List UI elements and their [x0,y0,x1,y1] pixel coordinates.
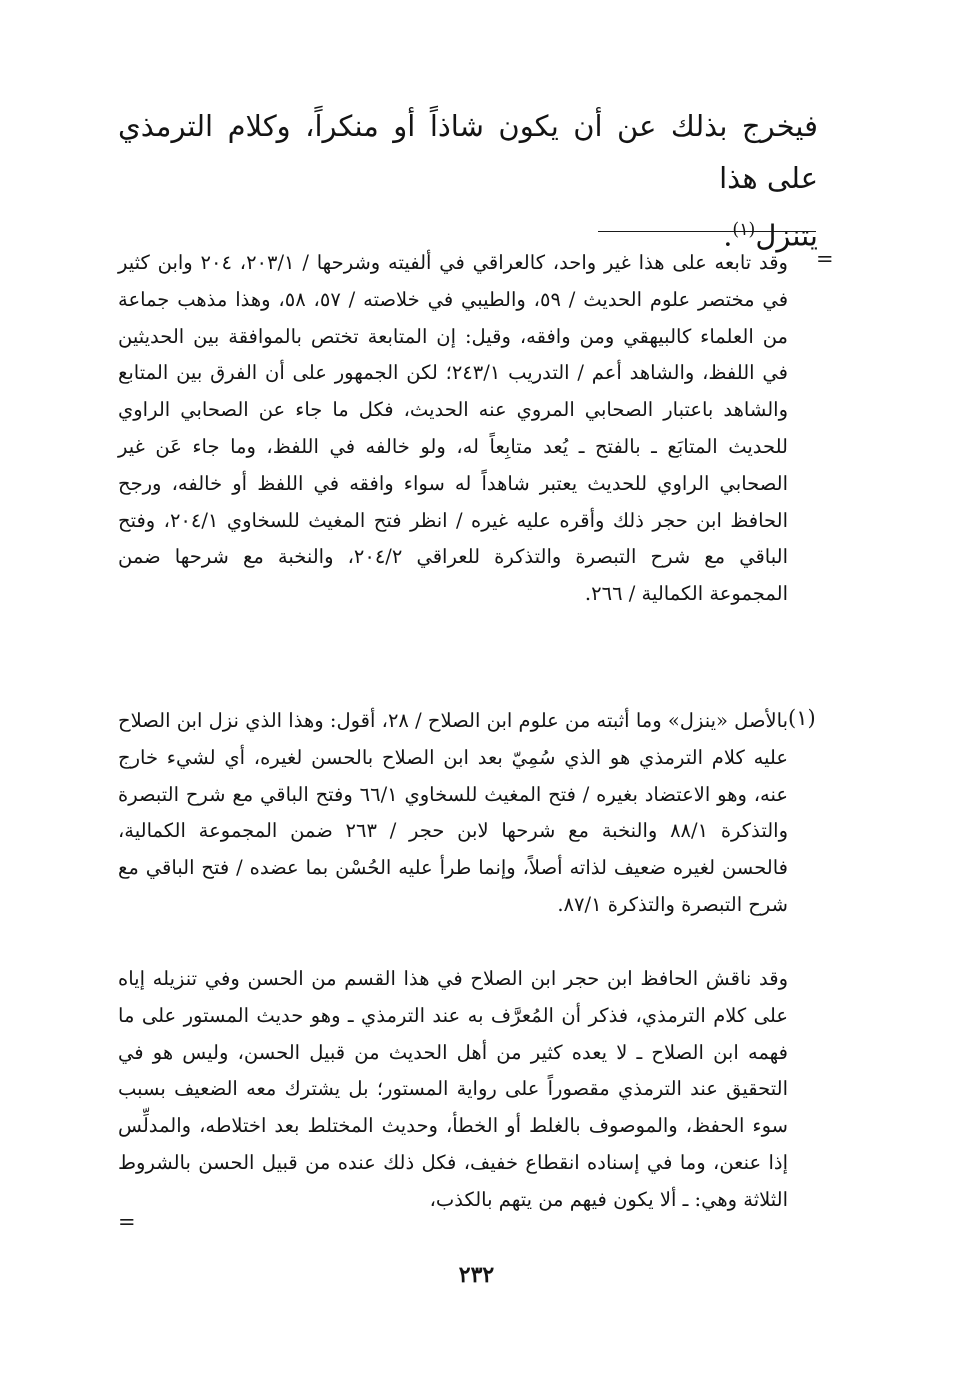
footnote-1-text: بالأصل «ينزل» وما أثبته من علوم ابن الصلاح / ٢٨، أقول: وهذا الذي نزل ابن الصلاح عليه كلام الترمذي هو الذي سُمِيّ بعد ابن الصلاح بالحسن لغيره، أي لشيء خارج عنه، وهو الاعتضاد بغيره / فتح المغيث للسخاوي ٦٦/١ وفتح الباقي مع شرح التبصرة والتذكرة ٨٨/١ والنخبة مع شرحها لابن حجر / ٢٦٣ ضمن المجموعة الكمالية، فالحسن لغيره ضعيف لذاته أصلاً، وإنما طرأ عليه الحُسْن بما عضده / فتح الباقي مع شرح التبصرة والتذكرة ٨٧/١. [118,709,788,916]
main-text-period: . [723,218,733,253]
footnote-separator [598,231,816,232]
footnote-reference[interactable]: (١) [732,220,756,240]
continues-next-page-marker: = [118,1210,136,1234]
footnote-continuation: وقد تابعه على هذا غير واحد، كالعراقي في ألفيته وشرحها / ٢٠٣/١، ٢٠٤ وابن كثير في مختصر علوم الحديث / ٥٩، والطيبي في خلاصته / ٥٧، ٥٨، وهذا مذهب جماعة من العلماء كالبيهقي ومن وافقه، وقيل: إن المتابعة تختص بالموافقة بين الحديثين في اللفظ، والشاهد أعم / التدريب ٢٤٣/١؛ لكن الجمهور على أن الفرق بين المتابع والشاهد باعتبار الصحابي المروي عنه الحديث، فكل ما جاء عن الصحابي الراوي للحديث المتابَع ـ بالفتح ـ يُعد متابِعاً له، ولو خالفه في اللفظ، وما جاء عَن غير الصحابي الراوي للحديث يعتبر شاهداً له سواء وافقه في اللفظ أو خالفه، ورجح الحافظ ابن حجر ذلك وأقره عليه غيره / انظر فتح المغيث للسخاوي ٢٠٤/١، وفتح الباقي مع شرح التبصرة والتذكرة للعراقي ٢٠٤/٢، والنخبة مع شرحها ضمن المجموعة الكمالية / ٢٦٦. [118,251,789,606]
page-number: ٢٣٢ [458,1262,495,1288]
main-text-word: يتنزل [755,218,818,253]
continuation-marker: = [816,247,834,271]
main-text-line-1: فيخرج بذلك عن أن يكون شاذاً أو منكراً، وكلام الترمذي على هذا [118,109,818,195]
main-body-text [118,100,818,262]
footnote-1-commentary: وقد ناقش الحافظ ابن حجر ابن الصلاح في هذا القسم من الحسن وفي تنزيله إياه على كلام الترمذي، فذكر أن المُعرَّف به عند الترمذي ـ وهو حديث المستور على ما فهمه ابن الصلاح ـ لا يعده كثير من أهل الحديث من قبيل الحسن، وليس هو في التحقيق عند الترمذي مقصوراً على رواية المستور؛ بل يشترك معه الضعيف بسبب سوء الحفظ، والموصوف بالغلط أو الخطأ، وحديث المختلط بعد اختلاطه، والمدلِّس إذا عنعن، وما في إسناده انقطاع خفيف، فكل ذلك عنده من قبيل الحسن بالشروط الثلاثة وهي: ـ ألا يكون فيهم من يتهم بالكذب، [118,967,788,1211]
footnote-1-marker: (١) [788,706,816,730]
